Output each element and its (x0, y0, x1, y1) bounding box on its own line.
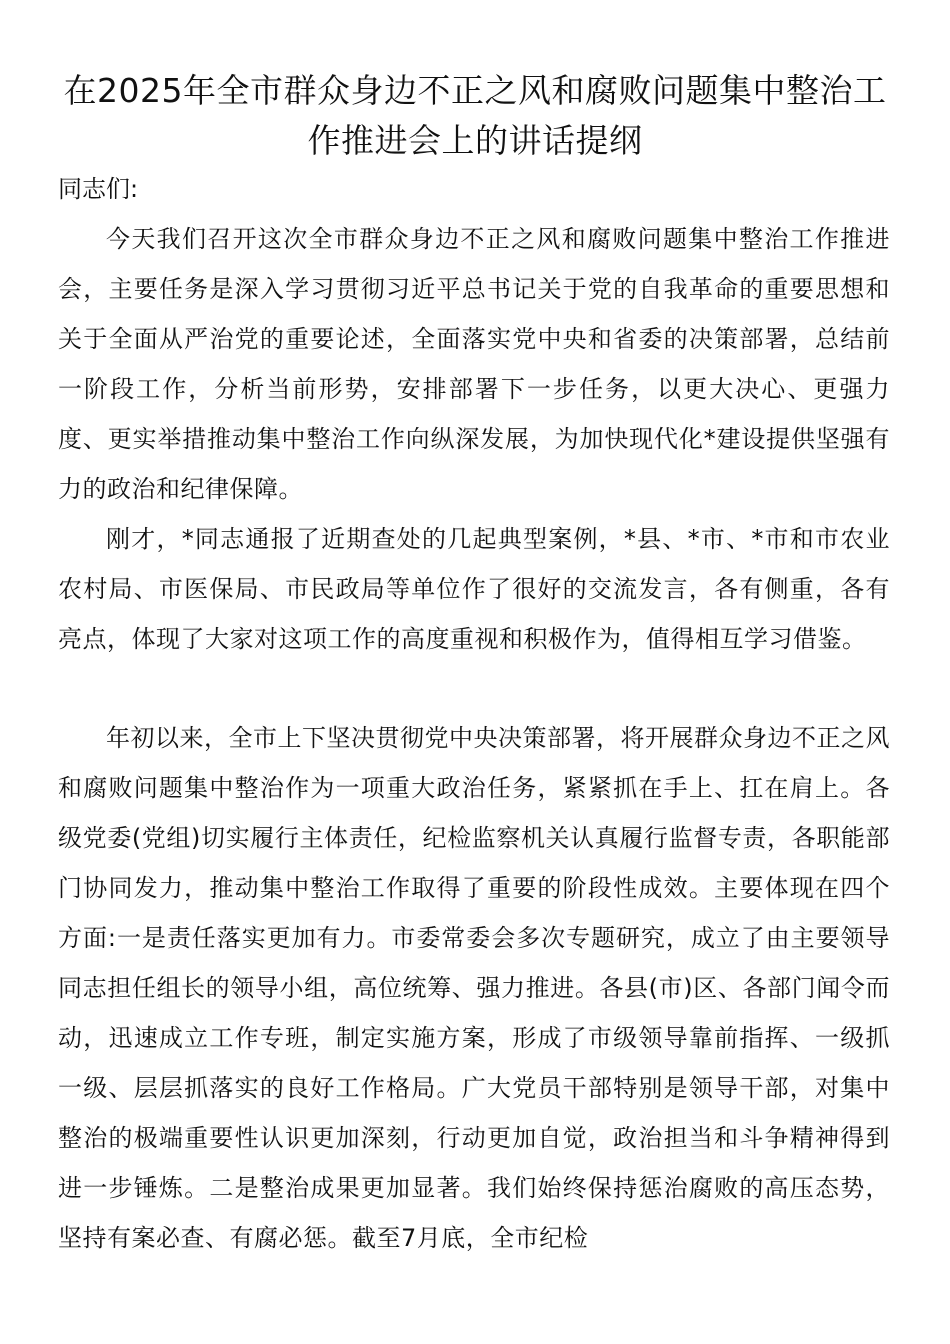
paragraph-opening: 今天我们召开这次全市群众身边不正之风和腐败问题集中整治工作推进会，主要任务是深入学习贯彻习近平总书记关于党的自我革命的重要思想和关于全面从严治党的重要论述，全面落实党中央和省委的决策部署，总结前一阶段工作，分析当前形势，安排部署下一步任务，以更大决心、更强力度、更实举措推动集中整治工作向纵深发展，为加快现代化*建设提供坚强有力的政治和纪律保障。 (58, 225, 890, 503)
paragraph-reports: 刚才，*同志通报了近期查处的几起典型案例，*县、*市、*市和市农业农村局、市医保局、市民政局等单位作了很好的交流发言，各有侧重，各有亮点，体现了大家对这项工作的高度重视和积极作为，值得相互学习借鉴。 (58, 525, 890, 653)
paragraph-achievements: 年初以来，全市上下坚决贯彻党中央决策部署，将开展群众身边不正之风和腐败问题集中整治作为一项重大政治任务，紧紧抓在手上、扛在肩上。各级党委(党组)切实履行主体责任，纪检监察机关认真履行监督专责，各职能部门协同发力，推动集中整治工作取得了重要的阶段性成效。主要体现在四个方面:一是责任落实更加有力。市委常委会多次专题研究，成立了由主要领导同志担任组长的领导小组，高位统筹、强力推进。各县(市)区、各部门闻令而动，迅速成立工作专班，制定实施方案，形成了市级领导靠前指挥、一级抓一级、层层抓落实的良好工作格局。广大党员干部特别是领导干部，对集中整治的极端重要性认识更加深刻，行动更加自觉，政治担当和斗争精神得到进一步锤炼。二是整治成果更加显著。我们始终保持惩治腐败的高压态势，坚持有案必查、有腐必惩。截至7月底，全市纪检 (58, 724, 890, 1252)
salutation: 同志们: (58, 175, 139, 203)
document-title: 在2025年全市群众身边不正之风和腐败问题集中整治工作推进会上的讲话提纲 (63, 71, 887, 160)
